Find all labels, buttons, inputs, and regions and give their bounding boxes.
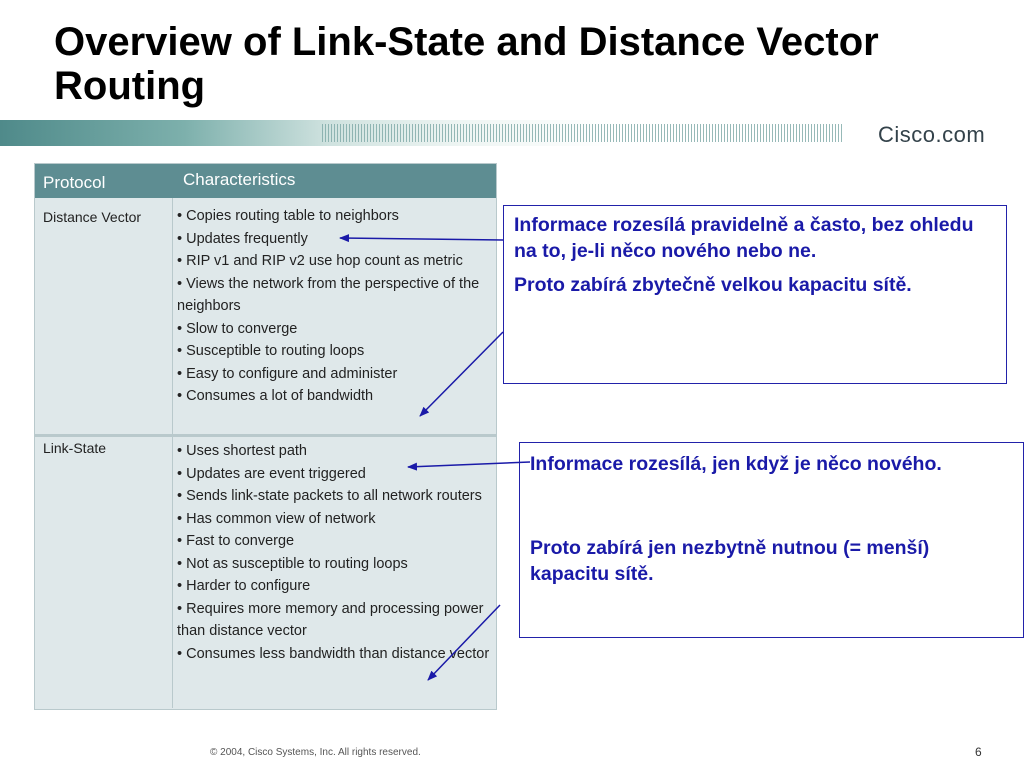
header-characteristics: Characteristics <box>183 170 296 189</box>
arrow-less-bandwidth <box>428 605 500 680</box>
arrow-event-triggered <box>408 462 530 467</box>
note-text: Informace rozesílá, jen když je něco nového. <box>530 453 942 475</box>
arrow-updates-frequently <box>340 238 503 240</box>
page-number: 6 <box>975 745 982 759</box>
list-item: • Susceptible to routing loops <box>177 343 365 359</box>
list-item: • Uses shortest path <box>177 443 307 459</box>
list-item: • Harder to configure <box>177 578 311 594</box>
arrow-consumes-bandwidth <box>420 332 503 416</box>
note-text: Informace rozesílá pravidelně a často, bez ohledu na to, je-li něco nového nebo ne. <box>514 214 974 262</box>
list-item: • Fast to converge <box>177 533 295 549</box>
list-item: • Updates frequently <box>177 230 308 247</box>
list-item: • Not as susceptible to routing loops <box>177 555 408 572</box>
list-item: • Requires more memory and processing power than distance vector <box>177 600 484 639</box>
list-item: • RIP v1 and RIP v2 use hop count as metric <box>177 253 463 269</box>
protocol-distance-vector: Distance Vector <box>43 209 142 225</box>
header-protocol: Protocol <box>43 173 106 192</box>
list-item: • Updates are event triggered <box>177 465 366 482</box>
list-item: • Views the network from the perspective of the neighbors <box>177 275 480 314</box>
list-item: • Slow to converge <box>177 320 298 337</box>
note-text: Proto zabírá zbytečně velkou kapacitu sítě. <box>514 274 912 296</box>
list-item: • Easy to configure and administer <box>177 365 398 382</box>
slide-title: Overview of Link-State and Distance Vector Routing <box>54 20 879 108</box>
list-item: • Copies routing table to neighbors <box>177 208 399 224</box>
note-text: Proto zabírá jen nezbytně nutnou (= menší) kapacitu sítě. <box>530 537 930 585</box>
cisco-logo: Cisco.com <box>878 122 986 147</box>
protocol-link-state: Link-State <box>43 440 107 456</box>
list-item: • Has common view of network <box>177 510 376 527</box>
list-item: • Consumes a lot of bandwidth <box>177 388 374 404</box>
copyright-footer: © 2004, Cisco Systems, Inc. All rights reserved. <box>210 747 421 758</box>
list-item: • Consumes less bandwidth than distance vector <box>177 645 490 662</box>
list-item: • Sends link-state packets to all network routers <box>177 488 482 504</box>
